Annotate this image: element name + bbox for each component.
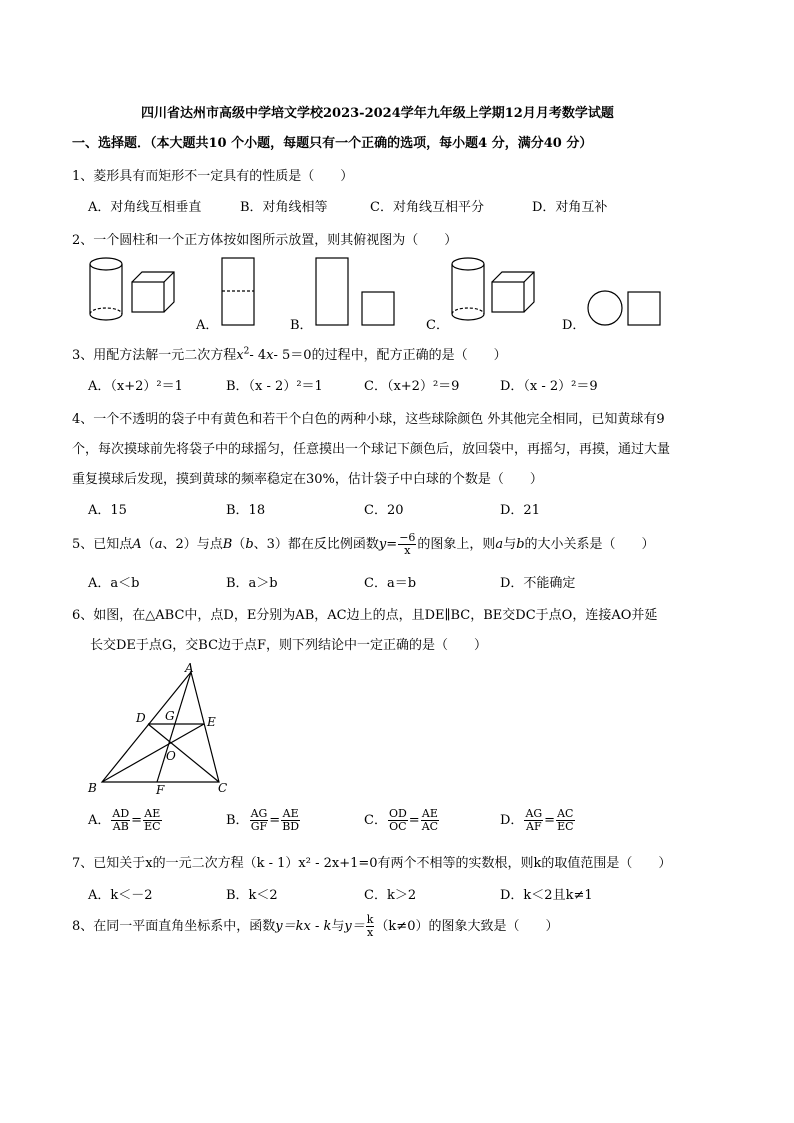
q4-line-1: 4、一个不透明的袋子中有黄色和若干个白色的两种小球，这些球除颜色 外其他完全相同，已知黄球有9 [72, 412, 665, 427]
q6-option-b-label: B． [226, 813, 249, 828]
q6-option-a [88, 808, 163, 833]
q3-option-c: C．（x+2）²＝9 [364, 379, 460, 394]
denominator: BD [282, 820, 300, 833]
denominator: AC [421, 820, 439, 833]
q5-text-6: 的图象上，则 [417, 537, 496, 552]
q5-var-b2: b [516, 537, 525, 552]
equals: = [269, 813, 281, 828]
numerator: AG [250, 807, 268, 820]
q7-option-d: D．k＜2且k≠1 [500, 888, 593, 903]
q6-line-1: 6、如图，在△ABC中，点D，E分别为AB，AC边上的点，且DE∥BC，BE交DC于点O，连接AO并延 [72, 608, 658, 623]
q6-option-b-frac-1 [250, 808, 269, 833]
q4-line-3: 重复摸球后发现，摸到黄球的频率稳定在30%，估计袋子中白球的个数是（ ） [72, 472, 543, 487]
q5-fraction [398, 532, 416, 557]
q4-option-b: B．18 [226, 503, 266, 518]
q3-stem-tail: - 5＝0的过程中，配方正确的是（ ） [273, 348, 507, 363]
q6-line-2: 长交DE于点G，交BC边于点F，则下列结论中一定正确的是（ ） [90, 638, 488, 653]
q8-numerator: k [366, 913, 374, 926]
label-c: C [218, 781, 228, 795]
numerator: OD [388, 807, 407, 820]
q6-option-d-frac-2 [556, 808, 574, 833]
q6-option-a-frac-2 [143, 808, 161, 833]
q6-option-c-label: C． [364, 813, 387, 828]
numerator: AE [421, 807, 438, 820]
q7-stem: 7、已知关于x的一元二次方程（k - 1）x² - 2x+1=0有两个不相等的实数根，则k的取值范围是（ ） [72, 856, 672, 871]
q8-denominator: x [366, 926, 374, 939]
q1-option-d: D．对角互补 [532, 200, 608, 215]
q5-option-d: D．不能确定 [500, 576, 576, 591]
q6-option-a-label: A． [88, 813, 111, 828]
q7-option-c: C．k＞2 [364, 888, 417, 903]
denominator: AB [112, 820, 129, 833]
option-a-drawing [222, 258, 254, 325]
q4-line-2: 个，每次摸球前先将袋子中的球摇匀，任意摸出一个球记下颜色后，放回袋中，再摇匀，再摸，通过大量 [72, 442, 671, 457]
q8-function-1: y＝kx - k [275, 919, 332, 934]
numerator: AE [282, 807, 299, 820]
q3-option-b: B．（x - 2）²＝1 [226, 379, 323, 394]
q7-option-a: A．k＜－2 [88, 888, 153, 903]
label-d: D [136, 711, 146, 725]
q8-text-1: 8、在同一平面直角坐标系中，函数 [72, 919, 276, 934]
q5-point-b: B [222, 537, 233, 552]
equals: = [408, 813, 420, 828]
q6-option-d [500, 808, 576, 833]
numerator: AD [112, 807, 130, 820]
q4-option-c: C．20 [364, 503, 404, 518]
q2-option-c: C． [426, 318, 449, 333]
denominator: AF [526, 820, 542, 833]
q2-figure [80, 254, 680, 330]
segment-dc [148, 724, 219, 782]
q6-option-d-frac-1 [524, 808, 543, 833]
q6-option-b-frac-2 [281, 808, 300, 833]
q5-equals: = [386, 537, 398, 552]
q8-text-2: 与 [331, 919, 345, 934]
numerator: AE [144, 807, 161, 820]
option-c-drawing [452, 258, 534, 320]
q5-var-a: a [154, 537, 163, 552]
label-a: A [185, 661, 194, 675]
equals: = [131, 813, 143, 828]
q5-option-b: B．a＞b [226, 576, 278, 591]
label-e: E [207, 715, 216, 729]
denominator: OC [389, 820, 407, 833]
q2-option-a: A． [196, 318, 219, 333]
section-note: （本大题共10 个小题，每题只有一个正确的选项，每小题4 分，满分40 分） [150, 136, 593, 151]
q3-stem-text: 3、用配方法解一元二次方程 [72, 348, 237, 363]
page-title: 四川省达州市高级中学培文学校2023-2024学年九年级上学期12月月考数学试题 [141, 106, 614, 121]
q5-text-1: 5、已知点 [72, 537, 133, 552]
q3-eq-part: - 4 [249, 348, 267, 363]
equals: = [544, 813, 556, 828]
q3-option-d: D．（x - 2）²＝9 [500, 379, 598, 394]
q5-option-a: A．a＜b [88, 576, 140, 591]
q5-var-y: y [378, 537, 387, 552]
q6-option-a-frac-1 [111, 808, 130, 833]
segment-be [102, 724, 204, 782]
q2-option-b: B． [290, 318, 313, 333]
q1-option-c: C．对角线互相平分 [370, 200, 484, 215]
label-f: F [156, 783, 165, 797]
q3-option-a: A．（x+2）²＝1 [88, 379, 183, 394]
q2-option-d: D． [562, 318, 586, 333]
q1-option-b: B．对角线相等 [240, 200, 328, 215]
q5-text-4: （ [232, 537, 246, 552]
q1-stem: 1、菱形具有而矩形不一定具有的性质是（ ） [72, 169, 354, 184]
option-b-drawing [316, 258, 394, 325]
q5-point-a: A [132, 537, 142, 552]
q5-text-2: （ [141, 537, 155, 552]
denominator: GF [250, 820, 268, 833]
q3-exponent: 2 [243, 346, 250, 357]
numerator: AC [557, 807, 574, 820]
q4-option-a: A．15 [88, 503, 127, 518]
label-g: G [165, 709, 175, 723]
section-label: 一、选择题． [72, 136, 151, 151]
segment-af [157, 672, 191, 782]
numerator: AG [525, 807, 543, 820]
label-b: B [88, 781, 97, 795]
q8-fraction [366, 914, 375, 939]
q5-stem [72, 532, 655, 557]
q4-option-d: D．21 [500, 503, 540, 518]
q5-text-5: 、3）都在反比例函数 [253, 537, 379, 552]
q3-var-x2: x [266, 348, 274, 363]
q5-numerator: −6 [399, 531, 416, 544]
q5-var-b: b [245, 537, 254, 552]
q3-var-x: x [236, 348, 244, 363]
q1-option-a: A．对角线互相垂直 [88, 200, 202, 215]
q6-option-c [364, 808, 440, 833]
option-d-drawing [588, 291, 660, 325]
section-heading [72, 132, 592, 151]
q7-option-b: B．k＜2 [226, 888, 278, 903]
label-o: O [166, 749, 176, 763]
q5-text-7: 与 [503, 537, 517, 552]
q6-option-b [226, 808, 301, 833]
denominator: EC [144, 820, 161, 833]
q5-denominator: x [404, 544, 411, 557]
q8-text-3: （k≠0）的图象大致是（ ） [375, 919, 559, 934]
q5-option-c: C．a＝b [364, 576, 417, 591]
triangle-abc [102, 672, 219, 782]
q6-option-d-label: D． [500, 813, 524, 828]
q3-stem [72, 344, 507, 363]
q6-option-c-frac-2 [421, 808, 439, 833]
q5-text-3: 、2）与点 [162, 537, 223, 552]
q5-text-8: 的大小关系是（ ） [524, 537, 655, 552]
q2-stem: 2、一个圆柱和一个正方体按如图所示放置，则其俯视图为（ ） [72, 233, 458, 248]
q6-option-c-frac-1 [388, 808, 408, 833]
q8-stem [72, 914, 558, 939]
q6-triangle-figure [84, 660, 234, 798]
denominator: EC [557, 820, 574, 833]
q5-var-a2: a [495, 537, 504, 552]
cylinder-cube-drawing [90, 258, 174, 320]
q8-y: y＝ [344, 919, 365, 934]
